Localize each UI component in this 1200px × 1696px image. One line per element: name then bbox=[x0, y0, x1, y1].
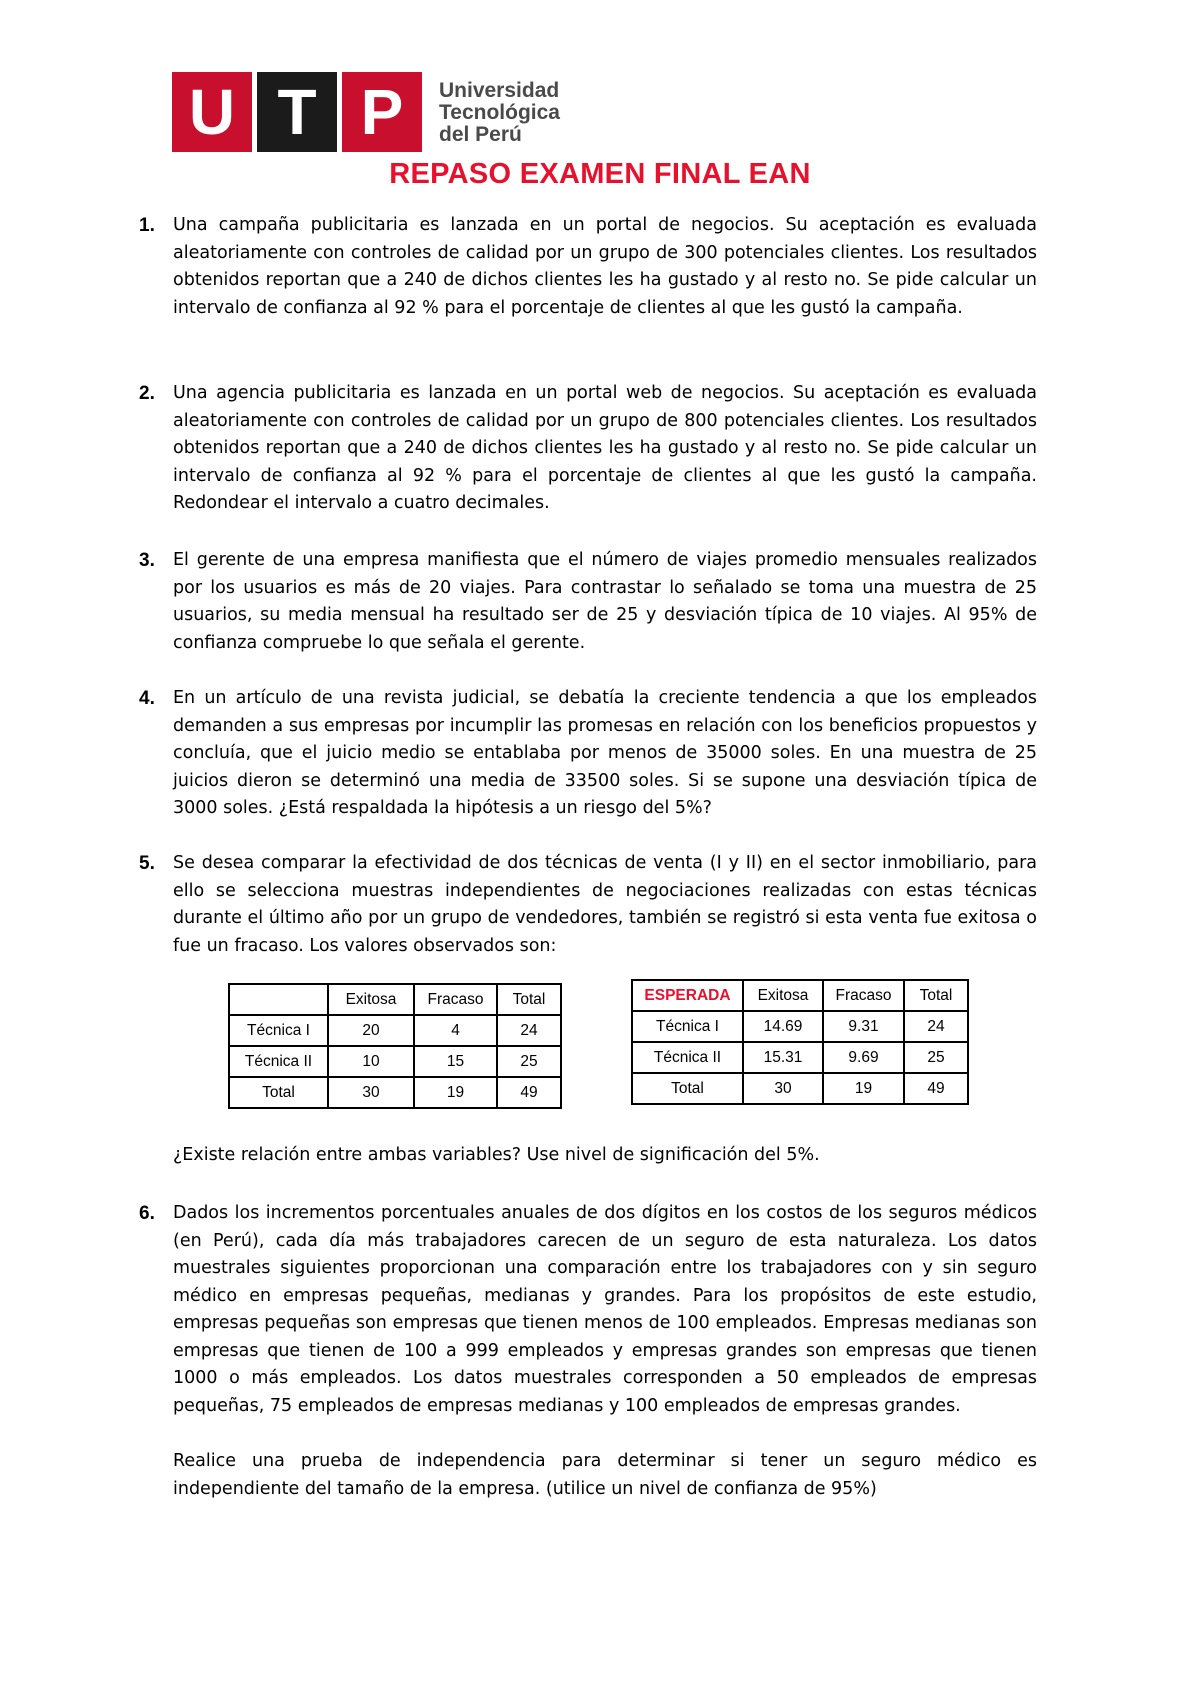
table-cell: 24 bbox=[497, 1015, 561, 1046]
table-cell: Total bbox=[632, 1073, 743, 1104]
table-cell: 14.69 bbox=[743, 1011, 823, 1042]
table-cell: 4 bbox=[414, 1015, 497, 1046]
question-text: Una campaña publicitaria es lanzada en un portal de negocios. Su aceptación es evaluada aleatoriamente con controles de calidad por un grupo de 300 potenciales clientes. Los resultados obtenidos reportan que a 240 de dichos clientes les ha gustado y al resto no. Se pide calcular un intervalo de confianza al 92 % para el porcentaje de clientes al que les gustó la campaña. bbox=[173, 215, 1037, 318]
table-cell: 49 bbox=[904, 1073, 968, 1104]
observed-values-table bbox=[228, 983, 562, 1109]
question-number: 6. bbox=[139, 1203, 155, 1224]
question-6 bbox=[139, 1200, 1037, 1420]
table-cell: Total bbox=[229, 1077, 328, 1108]
table-cell: Total bbox=[497, 984, 561, 1015]
table-cell: 15.31 bbox=[743, 1042, 823, 1073]
table-cell: 49 bbox=[497, 1077, 561, 1108]
question-text: Se desea comparar la efectividad de dos técnicas de venta (I y II) en el sector inmobiliario, para ello se selecciona muestras independientes de negociaciones realizadas con estas técnicas durante el último año por un grupo de vendedores, también se registró si esta venta fue exitosa o fue un fracaso. Los valores observados son: bbox=[173, 853, 1037, 956]
table-cell: 9.31 bbox=[823, 1011, 904, 1042]
table-cell: 15 bbox=[414, 1046, 497, 1077]
table-cell: Fracaso bbox=[414, 984, 497, 1015]
expected-values-table bbox=[631, 979, 969, 1105]
logo-letter-t: T bbox=[257, 72, 337, 152]
table-row bbox=[229, 1046, 561, 1077]
table-cell: 20 bbox=[328, 1015, 414, 1046]
table-cell: Técnica II bbox=[229, 1046, 328, 1077]
question-text: El gerente de una empresa manifiesta que el número de viajes promedio mensuales realizados por los usuarios es más de 20 viajes. Para contrastar lo señalado se toma una muestra de 25 usuarios, su media mensual ha resultado ser de 25 y desviación típica de 10 viajes. Al 95% de confianza compruebe lo que señala el gerente. bbox=[173, 550, 1037, 653]
table-cell: 30 bbox=[328, 1077, 414, 1108]
table-cell: Exitosa bbox=[743, 980, 823, 1011]
question-number: 5. bbox=[139, 853, 155, 874]
table-cell: Fracaso bbox=[823, 980, 904, 1011]
table-row bbox=[632, 1011, 968, 1042]
page-title: REPASO EXAMEN FINAL EAN bbox=[389, 158, 811, 190]
question-number: 2. bbox=[139, 383, 155, 404]
table-cell: 24 bbox=[904, 1011, 968, 1042]
question-4 bbox=[139, 685, 1037, 823]
table-row bbox=[229, 1077, 561, 1108]
logo-name-line: del Perú bbox=[439, 123, 522, 146]
table-cell: Técnica II bbox=[632, 1042, 743, 1073]
table-cell: 25 bbox=[904, 1042, 968, 1073]
table-header-row bbox=[229, 984, 561, 1015]
question-number: 4. bbox=[139, 688, 155, 709]
logo-letter-u: U bbox=[172, 72, 252, 152]
question-5-prompt: ¿Existe relación entre ambas variables? Use nivel de significación del 5%. bbox=[173, 1145, 820, 1165]
question-text: Una agencia publicitaria es lanzada en un portal web de negocios. Su aceptación es evaluada aleatoriamente con controles de calidad por un grupo de 800 potenciales clientes. Los resultados obtenidos reportan que a 240 de dichos clientes les ha gustado y al resto no. Se pide calcular un intervalo de confianza al 92 % para el porcentaje de clientes al que les gustó la campaña. Redondear el intervalo a cuatro decimales. bbox=[173, 383, 1037, 513]
question-number: 3. bbox=[139, 550, 155, 571]
table-cell: 10 bbox=[328, 1046, 414, 1077]
question-2 bbox=[139, 380, 1037, 518]
table-row bbox=[632, 1073, 968, 1104]
table-cell: Total bbox=[904, 980, 968, 1011]
question-6-instruction: Realice una prueba de independencia para determinar si tener un seguro médico es independiente del tamaño de la empresa. (utilice un nivel de confianza de 95%) bbox=[173, 1451, 1037, 1499]
table-cell: Exitosa bbox=[328, 984, 414, 1015]
question-text: Dados los incrementos porcentuales anuales de dos dígitos en los costos de los seguros médicos (en Perú), cada día más trabajadores carecen de un seguro de esta naturaleza. Los datos muestrales siguientes proporcionan una comparación entre los trabajadores con y sin seguro médico en empresas pequeñas, medianas y grandes. Para los propósitos de este estudio, empresas pequeñas son empresas que tienen menos de 100 empleados. Empresas medianas son empresas que tienen de 100 a 999 empleados y empresas grandes son empresas que tienen 1000 o más empleados. Los datos muestrales corresponden a 50 empleados de empresas pequeñas, 75 empleados de empresas medianas y 100 empleados de empresas grandes. bbox=[173, 1203, 1037, 1416]
logo-letter-p: P bbox=[342, 72, 422, 152]
utp-logo bbox=[172, 72, 560, 152]
logo-university-name bbox=[439, 72, 560, 152]
table-cell: ESPERADA bbox=[632, 980, 743, 1011]
question-1 bbox=[139, 212, 1037, 322]
table-row bbox=[229, 1015, 561, 1046]
table-cell: 19 bbox=[414, 1077, 497, 1108]
table-cell bbox=[229, 984, 328, 1015]
table-cell: 30 bbox=[743, 1073, 823, 1104]
question-5 bbox=[139, 850, 1037, 960]
table-cell: 19 bbox=[823, 1073, 904, 1104]
table-cell: Técnica I bbox=[229, 1015, 328, 1046]
question-3 bbox=[139, 547, 1037, 657]
table-row bbox=[632, 1042, 968, 1073]
table-cell: Técnica I bbox=[632, 1011, 743, 1042]
question-text: En un artículo de una revista judicial, se debatía la creciente tendencia a que los empleados demanden a sus empresas por incumplir las promesas en relación con los beneficios propuestos y concluía, que el juicio medio se entablaba por menos de 35000 soles. En una muestra de 25 juicios dieron se determinó una media de 33500 soles. Si se supone una desviación típica de 3000 soles. ¿Está respaldada la hipótesis a un riesgo del 5%? bbox=[173, 688, 1037, 818]
question-number: 1. bbox=[139, 215, 155, 236]
table-header-row bbox=[632, 980, 968, 1011]
table-cell: 9.69 bbox=[823, 1042, 904, 1073]
logo-name-line: Tecnológica bbox=[439, 101, 560, 124]
table-cell: 25 bbox=[497, 1046, 561, 1077]
logo-name-line: Universidad bbox=[439, 79, 560, 102]
